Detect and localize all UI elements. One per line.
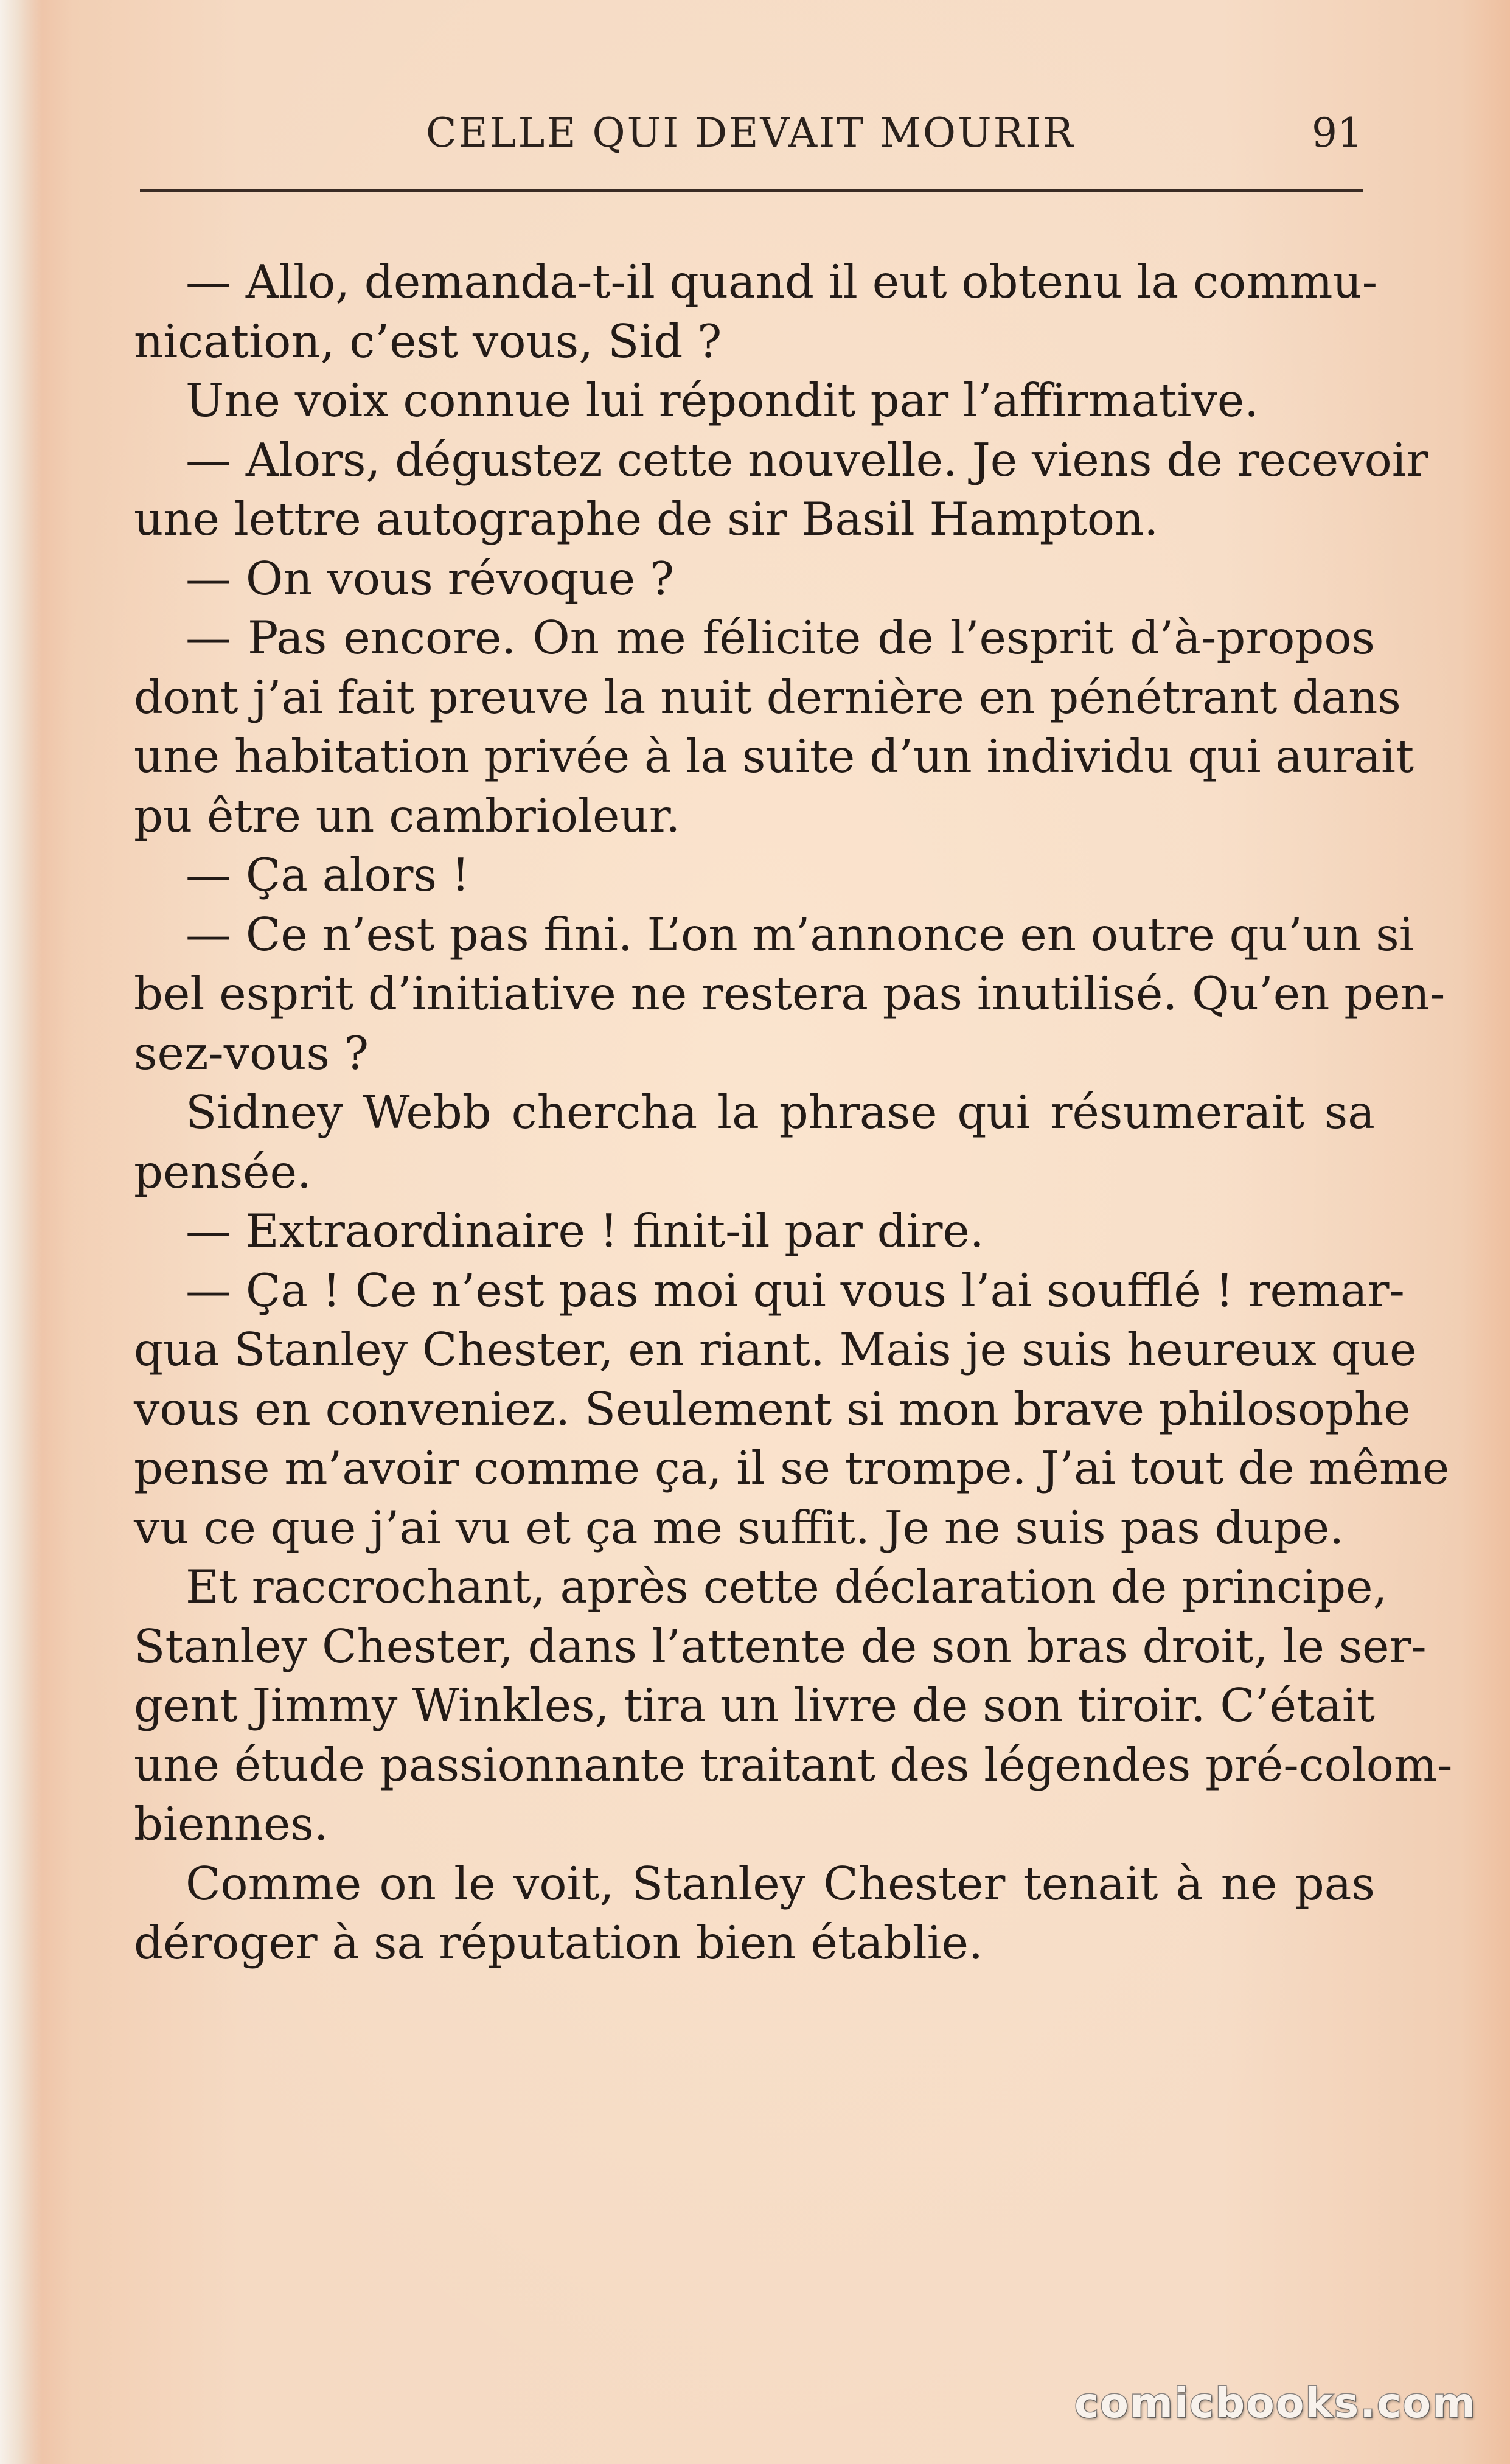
text-line: une étude passionnante traitant des légendes pré-colom- bbox=[134, 1738, 1453, 1792]
page-edge bbox=[0, 0, 43, 2464]
text-line: vous en conveniez. Seulement si mon brave philosophe bbox=[134, 1382, 1411, 1436]
text-line: — Ça alors ! bbox=[186, 848, 470, 902]
body-text bbox=[134, 252, 1453, 1973]
text-line: pu être un cambrioleur. bbox=[134, 788, 681, 843]
text-line: sez-vous ? bbox=[134, 1026, 369, 1080]
text-line: — Pas encore. On me félicite de l’esprit d’à-propos bbox=[186, 611, 1375, 664]
text-line: nication, c’est vous, Sid ? bbox=[134, 314, 722, 368]
text-line: une lettre autographe de sir Basil Hampton. bbox=[134, 492, 1159, 546]
text-line: pense m’avoir comme ça, il se trompe. J’ai tout de même bbox=[134, 1441, 1450, 1495]
running-title: CELLE QUI DEVAIT MOURIR bbox=[426, 110, 1076, 156]
text-line: — Alors, dégustez cette nouvelle. Je viens de recevoir bbox=[186, 433, 1428, 487]
text-line: qua Stanley Chester, en riant. Mais je suis heureux que bbox=[134, 1323, 1417, 1376]
text-line: — On vous révoque ? bbox=[186, 551, 675, 605]
text-line: — Allo, demanda-t-il quand il eut obtenu la commu- bbox=[186, 255, 1378, 308]
text-line: Une voix connue lui répondit par l’affirmative. bbox=[186, 374, 1259, 427]
page-header bbox=[140, 103, 1363, 176]
text-line: Comme on le voit, Stanley Chester tenait à ne pas bbox=[186, 1856, 1375, 1910]
text-line: Sidney Webb chercha la phrase qui résumerait sa bbox=[186, 1085, 1375, 1139]
text-line: gent Jimmy Winkles, tira un livre de son tiroir. C’était bbox=[134, 1679, 1375, 1732]
text-line: — Ce n’est pas fini. L’on m’annonce en outre qu’un si bbox=[186, 907, 1414, 961]
text-line: — Extraordinaire ! finit-il par dire. bbox=[186, 1204, 984, 1258]
text-line: biennes. bbox=[134, 1797, 329, 1851]
text-line: déroger à sa réputation bien établie. bbox=[134, 1916, 983, 1969]
page-number: 91 bbox=[1312, 110, 1363, 156]
text-line: — Ça ! Ce n’est pas moi qui vous l’ai soufflé ! remar- bbox=[186, 1263, 1405, 1317]
text-line: bel esprit d’initiative ne restera pas inutilisé. Qu’en pen- bbox=[134, 967, 1446, 1020]
text-line: vu ce que j’ai vu et ça me suffit. Je ne suis pas dupe. bbox=[134, 1500, 1345, 1554]
text-line: dont j’ai fait preuve la nuit dernière en pénétrant dans bbox=[134, 670, 1401, 724]
header-rule bbox=[140, 189, 1363, 192]
text-line: pensée. bbox=[134, 1144, 311, 1199]
text-line: une habitation privée à la suite d’un individu qui aurait bbox=[134, 729, 1414, 783]
text-line: Et raccrochant, après cette déclaration de principe, bbox=[186, 1560, 1388, 1613]
watermark: comicbooks.com bbox=[1074, 2379, 1477, 2427]
text-line: Stanley Chester, dans l’attente de son bras droit, le ser- bbox=[134, 1619, 1427, 1673]
